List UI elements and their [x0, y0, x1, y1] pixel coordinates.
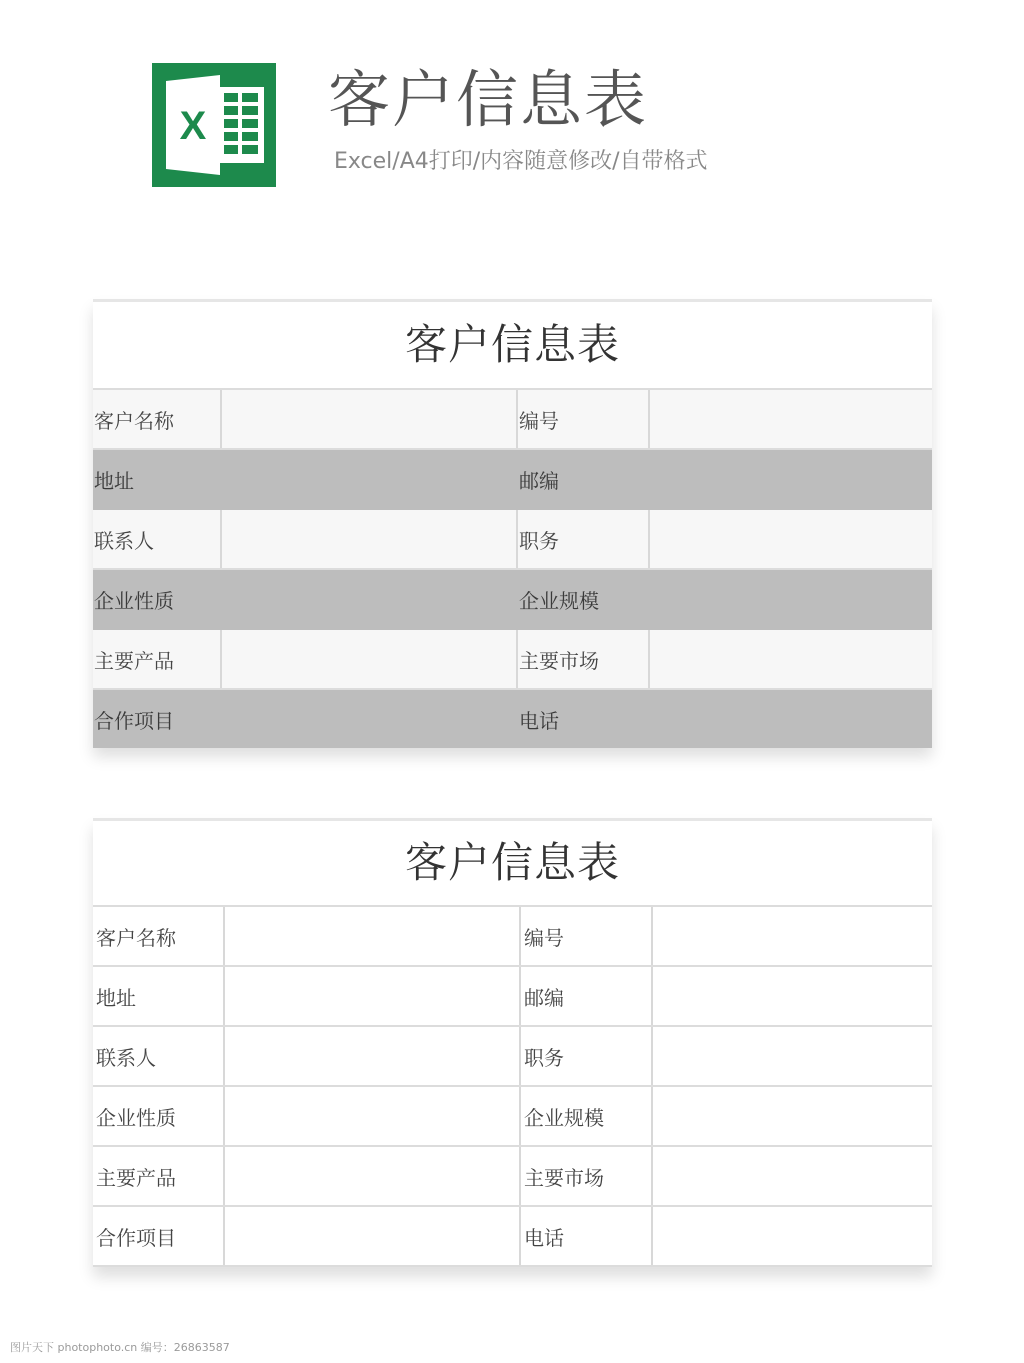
table-row: [93, 966, 932, 1026]
field-label: 编号: [520, 907, 652, 966]
sheet-title: 客户信息表: [93, 302, 932, 390]
field-value[interactable]: [652, 1146, 932, 1206]
field-value[interactable]: [224, 966, 520, 1026]
watermark-text: 图片天下 photophoto.cn 编号：26863587: [10, 1341, 230, 1354]
field-label: 地址: [93, 449, 221, 509]
field-value[interactable]: [652, 907, 932, 966]
table-row: [93, 1206, 932, 1266]
field-label: 电话: [517, 689, 649, 748]
field-value[interactable]: [652, 1026, 932, 1086]
field-value[interactable]: [221, 629, 517, 689]
field-label: 企业性质: [93, 569, 221, 629]
field-label: 邮编: [520, 966, 652, 1026]
excel-logo-icon: [152, 63, 276, 187]
table-row: [93, 629, 932, 689]
field-label: 主要产品: [93, 1146, 224, 1206]
sheet-preview-striped: [93, 299, 932, 747]
field-label: 主要市场: [520, 1146, 652, 1206]
page-title: 客户信息表: [328, 63, 649, 136]
field-label: 职务: [517, 509, 649, 569]
field-value[interactable]: [652, 1206, 932, 1266]
field-value[interactable]: [224, 1026, 520, 1086]
field-label: 客户名称: [93, 390, 221, 449]
field-label: 联系人: [93, 1026, 224, 1086]
field-value[interactable]: [221, 509, 517, 569]
field-label: 职务: [520, 1026, 652, 1086]
table-row: [93, 1086, 932, 1146]
field-label: 合作项目: [93, 1206, 224, 1266]
table-row: [93, 1146, 932, 1206]
field-label: 地址: [93, 966, 224, 1026]
field-label: 合作项目: [93, 689, 221, 748]
table-row: [93, 907, 932, 966]
sheet-preview-plain: [93, 818, 932, 1267]
table-row: [93, 449, 932, 509]
field-value[interactable]: [649, 390, 932, 449]
field-label: 企业规模: [520, 1086, 652, 1146]
field-value[interactable]: [652, 1086, 932, 1146]
field-value[interactable]: [221, 689, 517, 748]
field-value[interactable]: [224, 1206, 520, 1266]
customer-info-table: [93, 907, 932, 1267]
field-label: 主要产品: [93, 629, 221, 689]
field-value[interactable]: [649, 449, 932, 509]
field-label: 邮编: [517, 449, 649, 509]
field-label: 编号: [517, 390, 649, 449]
field-value[interactable]: [224, 1086, 520, 1146]
field-label: 联系人: [93, 509, 221, 569]
table-row: [93, 1026, 932, 1086]
field-value[interactable]: [649, 689, 932, 748]
page-subtitle: Excel/A4打印/内容随意修改/自带格式: [334, 149, 708, 174]
field-value[interactable]: [649, 629, 932, 689]
field-value[interactable]: [221, 390, 517, 449]
field-label: 企业性质: [93, 1086, 224, 1146]
logo-letter: X: [179, 104, 207, 148]
field-label: 电话: [520, 1206, 652, 1266]
field-value[interactable]: [649, 569, 932, 629]
table-row: [93, 509, 932, 569]
field-label: 企业规模: [517, 569, 649, 629]
field-value[interactable]: [652, 966, 932, 1026]
sheet-title: 客户信息表: [93, 821, 932, 907]
field-label: 主要市场: [517, 629, 649, 689]
field-value[interactable]: [649, 509, 932, 569]
field-value[interactable]: [221, 569, 517, 629]
table-row: [93, 689, 932, 748]
table-row: [93, 569, 932, 629]
field-value[interactable]: [221, 449, 517, 509]
table-row: [93, 390, 932, 449]
field-value[interactable]: [224, 907, 520, 966]
field-value[interactable]: [224, 1146, 520, 1206]
customer-info-table: [93, 390, 932, 748]
field-label: 客户名称: [93, 907, 224, 966]
